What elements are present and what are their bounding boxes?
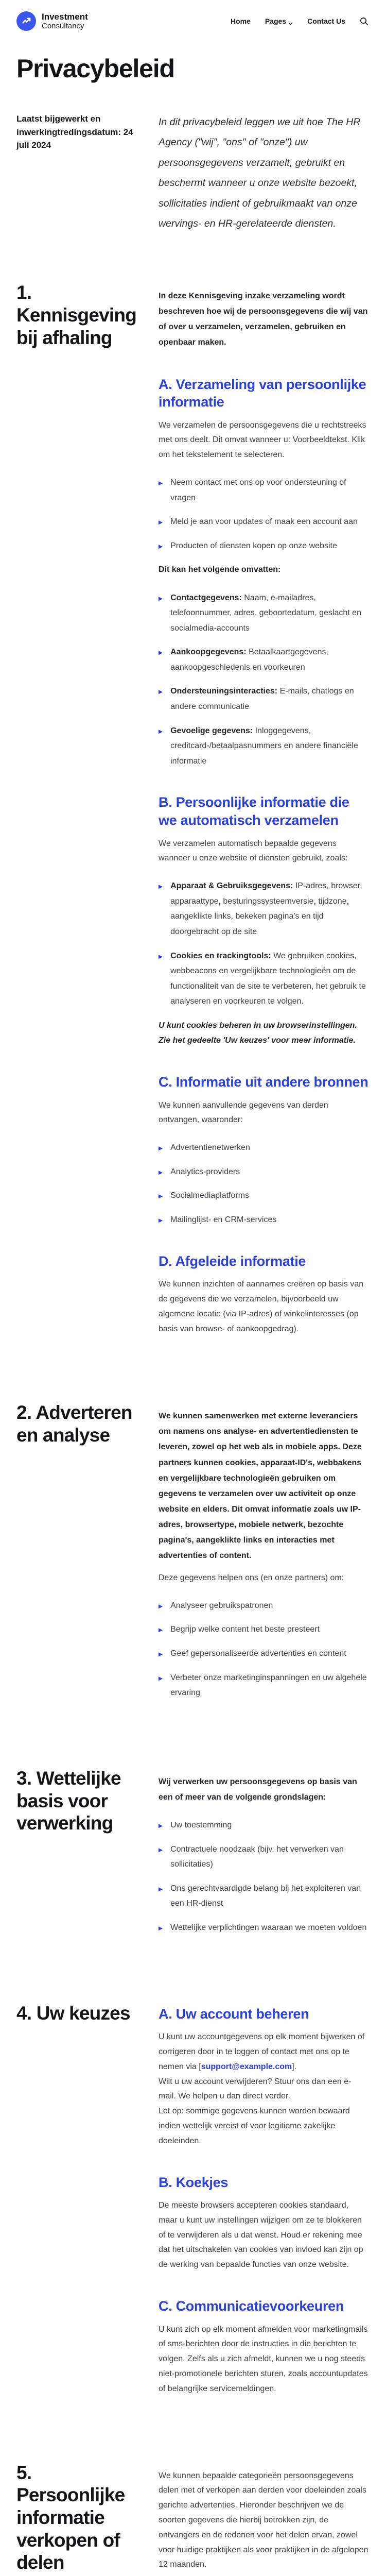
list-item-text: Apparaat & Gebruiksgegevens: IP-adres, browser, apparaattype, besturingssysteemversie, tijdzone, aangeklikte links, bekeken pagina's en tijd doorgebracht op de site — [170, 882, 362, 936]
body-paragraph: Wij verwerken uw persoonsgegevens op basis van een of meer van de volgende grondslagen: — [159, 1777, 357, 1802]
nav-item-pages[interactable]: Pages — [265, 17, 293, 25]
list-item-text: Gevoelige gegevens: Inloggegevens, creditcard-/betaalpasnummers en andere financiële informatie — [170, 726, 358, 766]
list-item — [159, 1842, 369, 1872]
bullet-list — [159, 1818, 369, 1936]
policy-section-3 — [0, 1767, 386, 1944]
body-paragraph: U kunt uw accountgegevens op elk moment bijwerken of corrigeren door in te loggen of contact met ons op te nemen via [support@example.com]. Wilt u uw account verwijderen? Stuur ons dan een e-mail. We helpen u dan direct verder. Let op: sommige gegevens kunnen worden bewaard indien wettelijk vereist of voor legitieme zakelijke doeleinden. — [159, 2032, 365, 2145]
body-paragraph: We kunnen samenwerken met externe leveranciers om namens ons analyse- en advertentiediensten te leveren, zowel op het web als in mobiele apps. Deze partners kunnen cookies, apparaat-ID's, webbakens en vergelijkbare technologieën gebruiken om gegevens te verzamelen over uw activiteit op onze website en elders. Dit omvat informatie zoals uw IP-adres, browsertype, mobiele netwerk, bezochte pagina's, aangeklikte links en interacties met advertenties of content. — [159, 1412, 362, 1561]
triangle-bullet-icon: ▶ — [159, 1823, 163, 1829]
page-title: Privacybeleid — [16, 54, 174, 83]
list-item-text: Meld je aan voor updates of maak een account aan — [170, 517, 358, 527]
triangle-bullet-icon: ▶ — [159, 953, 163, 960]
triangle-bullet-icon: ▶ — [159, 1193, 163, 1200]
list-item-text: Verbeter onze marketinginspanningen en uw algehele ervaring — [170, 1673, 367, 1698]
list-item-text: Contractuele noodzaak (bijv. het verwerken van sollicitaties) — [170, 1844, 344, 1869]
subsection-heading: C. Communicatievoorkeuren — [159, 2298, 344, 2314]
section-content-col — [159, 281, 369, 1344]
main-nav — [231, 17, 369, 26]
list-item-text: Producten of diensten kopen op onze website — [170, 541, 337, 550]
list-item — [159, 538, 369, 554]
brand-name-line1: Investment — [42, 11, 88, 22]
policy-section-5 — [0, 2462, 386, 2576]
list-item-text: Socialmediaplatforms — [170, 1191, 250, 1200]
policy-sections — [0, 281, 386, 2576]
body-paragraph: Dit kan het volgende omvatten: — [159, 565, 281, 574]
list-item — [159, 1164, 369, 1180]
nav-item-contact-us[interactable]: Contact Us — [307, 17, 345, 25]
site-header — [0, 0, 386, 40]
body-paragraph: We verzamelen automatisch bepaalde gegevens wanneer u onze website of diensten gebruikt, zoals: — [159, 839, 348, 863]
list-item — [159, 684, 369, 714]
triangle-bullet-icon: ▶ — [159, 480, 163, 487]
bullet-list — [159, 590, 369, 769]
body-paragraph: U kunt cookies beheren in uw browserinstellingen. Zie het gedeelte 'Uw keuzes' voor meer informatie. — [159, 1021, 357, 1045]
subsection-heading: A. Verzameling van persoonlijke informatie — [159, 376, 366, 410]
subsection-heading: A. Uw account beheren — [159, 2006, 309, 2022]
list-item — [159, 590, 369, 636]
section-heading-col — [16, 1767, 144, 1944]
triangle-bullet-icon: ▶ — [159, 884, 163, 890]
bullet-list — [159, 475, 369, 553]
body-paragraph: We verzamelen de persoonsgegevens die u rechtstreeks met ons deelt. Dit omvat wanneer u: Voorbeeldtekst. Klik om het tekstelement te selecteren. — [159, 420, 366, 460]
intro-row — [0, 112, 386, 234]
subsection-heading: C. Informatie uit andere bronnen — [159, 1074, 369, 1090]
section-heading: 2. Adverteren en analyse — [16, 1402, 132, 1446]
list-item-text: Begrijp welke content het beste presteert — [170, 1625, 320, 1634]
body-paragraph: We kunnen bepaalde categorieën persoonsgegevens delen met of verkopen aan derden voor doeleinden zoals gerichte advertenties. Hieronder beschrijven we de soorten gegevens die hierbij betrokken zijn, de ontvangers en de redenen voor het delen ervan, zowel voor huidige praktijken als voor praktijken in de afgelopen 12 maanden. — [159, 2471, 369, 2569]
list-item-text: Ons gerechtvaardigde belang bij het exploiteren van een HR-dienst — [170, 1884, 361, 1908]
trending-arrow-logo-icon — [16, 11, 36, 31]
body-paragraph: De meeste browsers accepteren cookies standaard, maar u kunt uw instellingen wijzigen om ze te blokkeren of te verwijderen als u dat wenst. Houd er rekening mee dat het uitschakelen van cookies van invloed kan zijn op de werking van bepaalde functies van onze website. — [159, 2201, 363, 2269]
triangle-bullet-icon: ▶ — [159, 1846, 163, 1853]
list-item-text: Wettelijke verplichtingen waaraan we moeten voldoen — [170, 1923, 367, 1932]
list-item-text: Analytics-providers — [170, 1167, 240, 1176]
list-item — [159, 1188, 369, 1204]
list-item — [159, 878, 369, 939]
body-paragraph: We kunnen aanvullende gegevens van derden ontvangen, waaronder: — [159, 1100, 328, 1125]
bullet-list — [159, 1140, 369, 1227]
list-item — [159, 1212, 369, 1228]
triangle-bullet-icon: ▶ — [159, 650, 163, 656]
list-item — [159, 723, 369, 769]
list-item-text: Ondersteuningsinteracties: E-mails, chatlogs en andere communicatie — [170, 687, 354, 711]
list-item-text: Neem contact met ons op voor ondersteuning of vragen — [170, 478, 346, 502]
intro-paragraph: In dit privacybeleid leggen we uit hoe The HR Agency ("wij", "ons" of "onze") uw persoonsgegevens verzamelt, gebruikt en beschermt wanneer u onze website bezoekt, sollicitaties indient of gebruikmaakt van onze wervings- en HR-gerelateerde diensten. — [159, 116, 361, 229]
policy-section-1 — [0, 281, 386, 1344]
triangle-bullet-icon: ▶ — [159, 1651, 163, 1658]
list-item — [159, 1881, 369, 1911]
triangle-bullet-icon: ▶ — [159, 519, 163, 526]
list-item-text: Aankoopgegevens: Betaalkaartgegevens, aankoopgeschiedenis en voorkeuren — [170, 648, 328, 672]
list-item — [159, 1622, 369, 1637]
search-icon[interactable] — [360, 17, 369, 26]
section-heading: 3. Wettelijke basis voor verwerking — [16, 1767, 121, 1834]
list-item — [159, 514, 369, 530]
list-item-text: Mailinglijst- en CRM-services — [170, 1215, 277, 1224]
subsection-heading: D. Afgeleide informatie — [159, 1253, 306, 1269]
list-item — [159, 1670, 369, 1701]
section-heading-col — [16, 2002, 144, 2404]
subsection-heading: B. Koekjes — [159, 2174, 229, 2190]
list-item — [159, 1140, 369, 1156]
section-heading: 4. Uw keuzes — [16, 2002, 130, 2024]
list-item-text: Contactgegevens: Naam, e-mailadres, telefoonnummer, adres, geboortedatum, geslacht en socialmedia-accounts — [170, 593, 361, 633]
body-paragraph: We kunnen inzichten of aannames creëren op basis van de gegevens die we verzamelen, bijvoorbeeld uw algemene locatie (via IP-adres) of winkelinteresses (op basis van browse- of aankoopgedrag). — [159, 1280, 364, 1333]
section-heading: 5. Persoonlijke informatie verkopen of delen — [16, 2462, 125, 2573]
section-content-col — [159, 2002, 369, 2404]
list-item — [159, 948, 369, 1009]
section-content-col — [159, 1767, 369, 1944]
brand-name-line2: Consultancy — [42, 22, 84, 31]
subsection-heading: B. Persoonlijke informatie die we automatisch verzamelen — [159, 794, 349, 828]
list-item — [159, 1646, 369, 1662]
section-content-col — [159, 2462, 369, 2576]
bullet-list — [159, 1598, 369, 1701]
triangle-bullet-icon: ▶ — [159, 1925, 163, 1931]
list-item-text: Advertentienetwerken — [170, 1143, 250, 1153]
bullet-list — [159, 878, 369, 1009]
list-item — [159, 1598, 369, 1614]
list-item — [159, 475, 369, 505]
brand-logo[interactable] — [16, 11, 88, 31]
triangle-bullet-icon: ▶ — [159, 1169, 163, 1176]
section-content-col — [159, 1401, 369, 1709]
list-item — [159, 1818, 369, 1833]
email-link[interactable]: support@example.com — [201, 2062, 292, 2071]
list-item — [159, 1920, 369, 1936]
list-item-text: Uw toestemming — [170, 1821, 232, 1830]
section-heading-col — [16, 1401, 144, 1709]
triangle-bullet-icon: ▶ — [159, 1217, 163, 1224]
section-heading-col — [16, 2462, 144, 2576]
triangle-bullet-icon: ▶ — [159, 543, 163, 550]
list-item-text: Cookies en trackingtools: We gebruiken cookies, webbeacons en vergelijkbare technologieën om de functionaliteit van de site te verbeteren, het gebruik te analyseren en voorkeuren te volgen. — [170, 951, 366, 1006]
list-item-text: Analyseer gebruikspatronen — [170, 1601, 273, 1610]
triangle-bullet-icon: ▶ — [159, 1627, 163, 1634]
triangle-bullet-icon: ▶ — [159, 689, 163, 696]
last-updated-label: Laatst bijgewerkt en inwerkingtredingsdatum: 24 juli 2024 — [16, 114, 133, 150]
policy-section-2 — [0, 1401, 386, 1709]
nav-item-home[interactable]: Home — [230, 17, 251, 25]
body-paragraph: Deze gegevens helpen ons (en onze partners) om: — [159, 1573, 344, 1583]
body-paragraph: In deze Kennisgeving inzake verzameling wordt beschreven hoe wij de persoonsgegevens die wij van of over u verzamelen, verzamelen, gebruiken en openbaar maken. — [159, 292, 368, 347]
list-item-text: Geef gepersonaliseerde advertenties en content — [170, 1649, 346, 1658]
list-item — [159, 645, 369, 675]
triangle-bullet-icon: ▶ — [159, 595, 163, 602]
triangle-bullet-icon: ▶ — [159, 1675, 163, 1682]
triangle-bullet-icon: ▶ — [159, 1145, 163, 1152]
triangle-bullet-icon: ▶ — [159, 1886, 163, 1892]
triangle-bullet-icon: ▶ — [159, 728, 163, 735]
section-heading: 1. Kennisgeving bij afhaling — [16, 282, 136, 348]
section-heading-col — [16, 281, 144, 1344]
triangle-bullet-icon: ▶ — [159, 1603, 163, 1609]
policy-section-4 — [0, 2002, 386, 2404]
chevron-down-icon — [288, 19, 293, 24]
body-paragraph: U kunt zich op elk moment afmelden voor marketingmails of sms-berichten door de instructies in die berichten te volgen. Zelfs als u zich afmeldt, kunnen we u nog steeds niet-promotionele berichten sturen, zoals accountupdates of belangrijke servicemeldingen. — [159, 2325, 368, 2393]
